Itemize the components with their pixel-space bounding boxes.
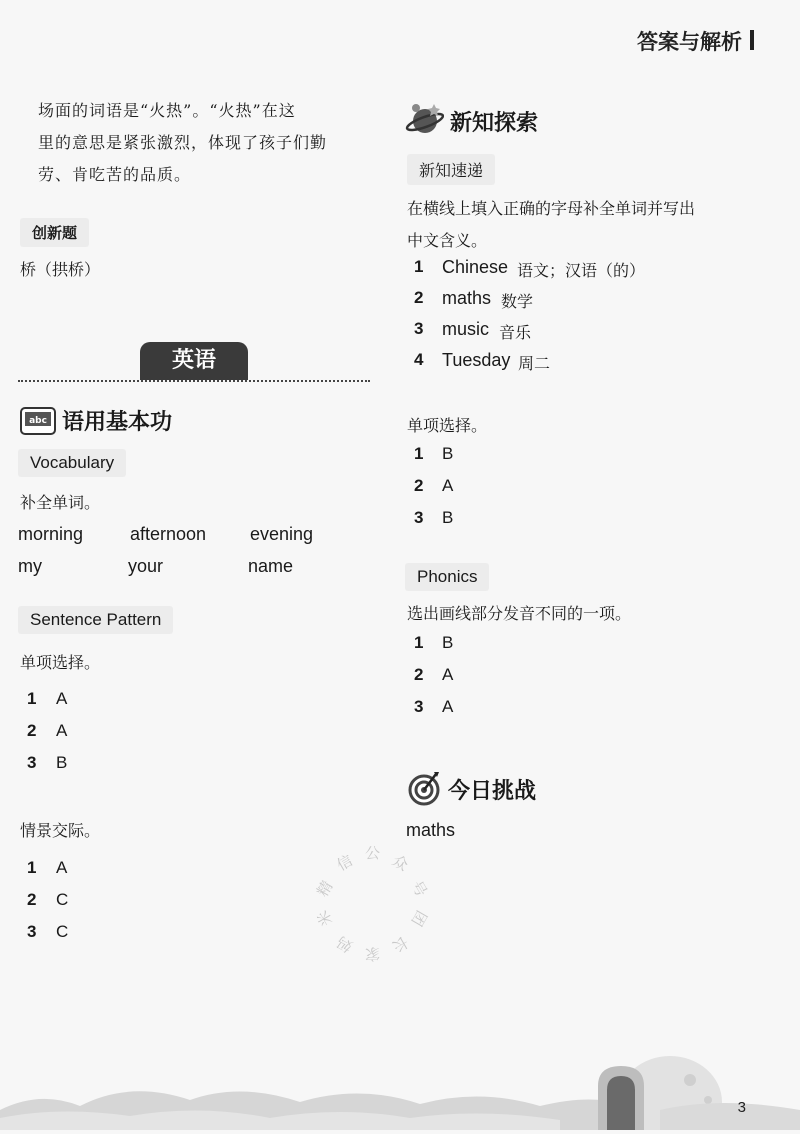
express-word: music	[442, 319, 490, 339]
paragraph-line-1: 场面的词语是“火热”。“火热”在这	[38, 101, 296, 120]
watermark-char: 信	[333, 851, 356, 875]
page-header-title: 答案与解析	[637, 30, 742, 54]
express-instruction-line-2: 中文含义。	[407, 231, 488, 250]
watermark-char: 妈	[333, 932, 356, 956]
planet-icon	[404, 100, 444, 140]
answer-value: B	[56, 753, 68, 772]
watermark-char: 长	[389, 932, 412, 956]
watermark-char: 精	[313, 877, 337, 900]
answer-number: 3	[414, 697, 424, 716]
watermark-char: 团	[407, 907, 431, 930]
section-title-challenge: 今日挑战	[448, 779, 537, 804]
abc-icon	[20, 406, 58, 440]
answer-number: 1	[414, 257, 424, 276]
answer-number: 4	[414, 350, 424, 369]
english-section-tab: 英语	[140, 342, 248, 380]
vocabulary-label: Vocabulary	[18, 449, 126, 477]
answer-number: 3	[27, 753, 37, 772]
answer-number: 3	[27, 922, 37, 941]
paragraph-line-2: 里的意思是紧张激烈，体现了孩子们勤	[38, 133, 328, 152]
answer-value: B	[442, 633, 454, 652]
vocab-word: afternoon	[130, 524, 207, 544]
answer-value: A	[442, 697, 454, 716]
footer-decoration	[0, 1040, 800, 1130]
vocabulary-instruction: 补全单词。	[20, 493, 101, 512]
answer-number: 2	[414, 665, 424, 684]
situation-instruction: 情景交际。	[20, 821, 101, 840]
answer-value: C	[56, 890, 69, 909]
answer-number: 1	[27, 689, 37, 708]
watermark-char: 公	[365, 844, 381, 862]
sentence-pattern-label: Sentence Pattern	[18, 606, 173, 634]
vocab-word: your	[128, 556, 164, 576]
answer-number: 2	[414, 288, 424, 307]
answer-number: 2	[27, 890, 37, 909]
express-meaning: 语文；汉语（的）	[517, 261, 646, 280]
phonics-instruction: 选出画线部分发音不同的一项。	[407, 604, 632, 623]
answer-value: B	[442, 508, 454, 527]
vocab-word: my	[18, 556, 42, 576]
express-word: maths	[442, 288, 492, 308]
answer-number: 2	[414, 476, 424, 495]
express-word: Tuesday	[442, 350, 511, 370]
express-meaning: 周二	[518, 354, 551, 373]
vocab-word: name	[248, 556, 294, 576]
dotted-divider	[18, 380, 370, 382]
answer-value: A	[56, 689, 68, 708]
answer-value: A	[56, 721, 68, 740]
sentence-instruction: 单项选择。	[20, 653, 101, 672]
phonics-label: Phonics	[405, 563, 489, 591]
answer-value: A	[442, 476, 454, 495]
single-choice-instruction: 单项选择。	[407, 416, 488, 435]
watermark-char: 众	[389, 851, 412, 875]
watermark-char: 家	[365, 945, 381, 963]
challenge-answer: maths	[406, 820, 456, 840]
paragraph-line-3: 劳、肯吃苦的品质。	[38, 165, 192, 184]
answer-value: B	[442, 444, 454, 463]
watermark-char: 号	[407, 877, 431, 900]
vocab-word: morning	[18, 524, 84, 544]
express-instruction-line-1: 在横线上填入正确的字母补全单词并写出	[407, 199, 696, 218]
answer-number: 1	[27, 858, 37, 877]
page-number: 3	[737, 1099, 746, 1116]
answer-number: 3	[414, 508, 424, 527]
vocab-word: evening	[250, 524, 314, 544]
answer-value: C	[56, 922, 69, 941]
section-title-explore: 新知探索	[450, 111, 539, 136]
answer-number: 2	[27, 721, 37, 740]
express-label: 新知速递	[407, 154, 495, 185]
express-meaning: 音乐	[499, 323, 532, 342]
target-icon	[406, 770, 442, 810]
answer-number: 3	[414, 319, 424, 338]
answer-value: A	[442, 665, 454, 684]
express-meaning: 数学	[501, 292, 534, 311]
innovation-label: 创新题	[20, 218, 89, 247]
express-word: Chinese	[442, 257, 509, 277]
section-title-basics: 语用基本功	[62, 410, 173, 435]
answer-number: 1	[414, 444, 424, 463]
answer-value: A	[56, 858, 68, 877]
answer-number: 1	[414, 633, 424, 652]
innovation-answer: 桥（拱桥）	[20, 260, 101, 279]
svg-text:abc: abc	[29, 416, 47, 426]
header-bar	[750, 30, 754, 50]
watermark-char: 米	[313, 907, 337, 930]
